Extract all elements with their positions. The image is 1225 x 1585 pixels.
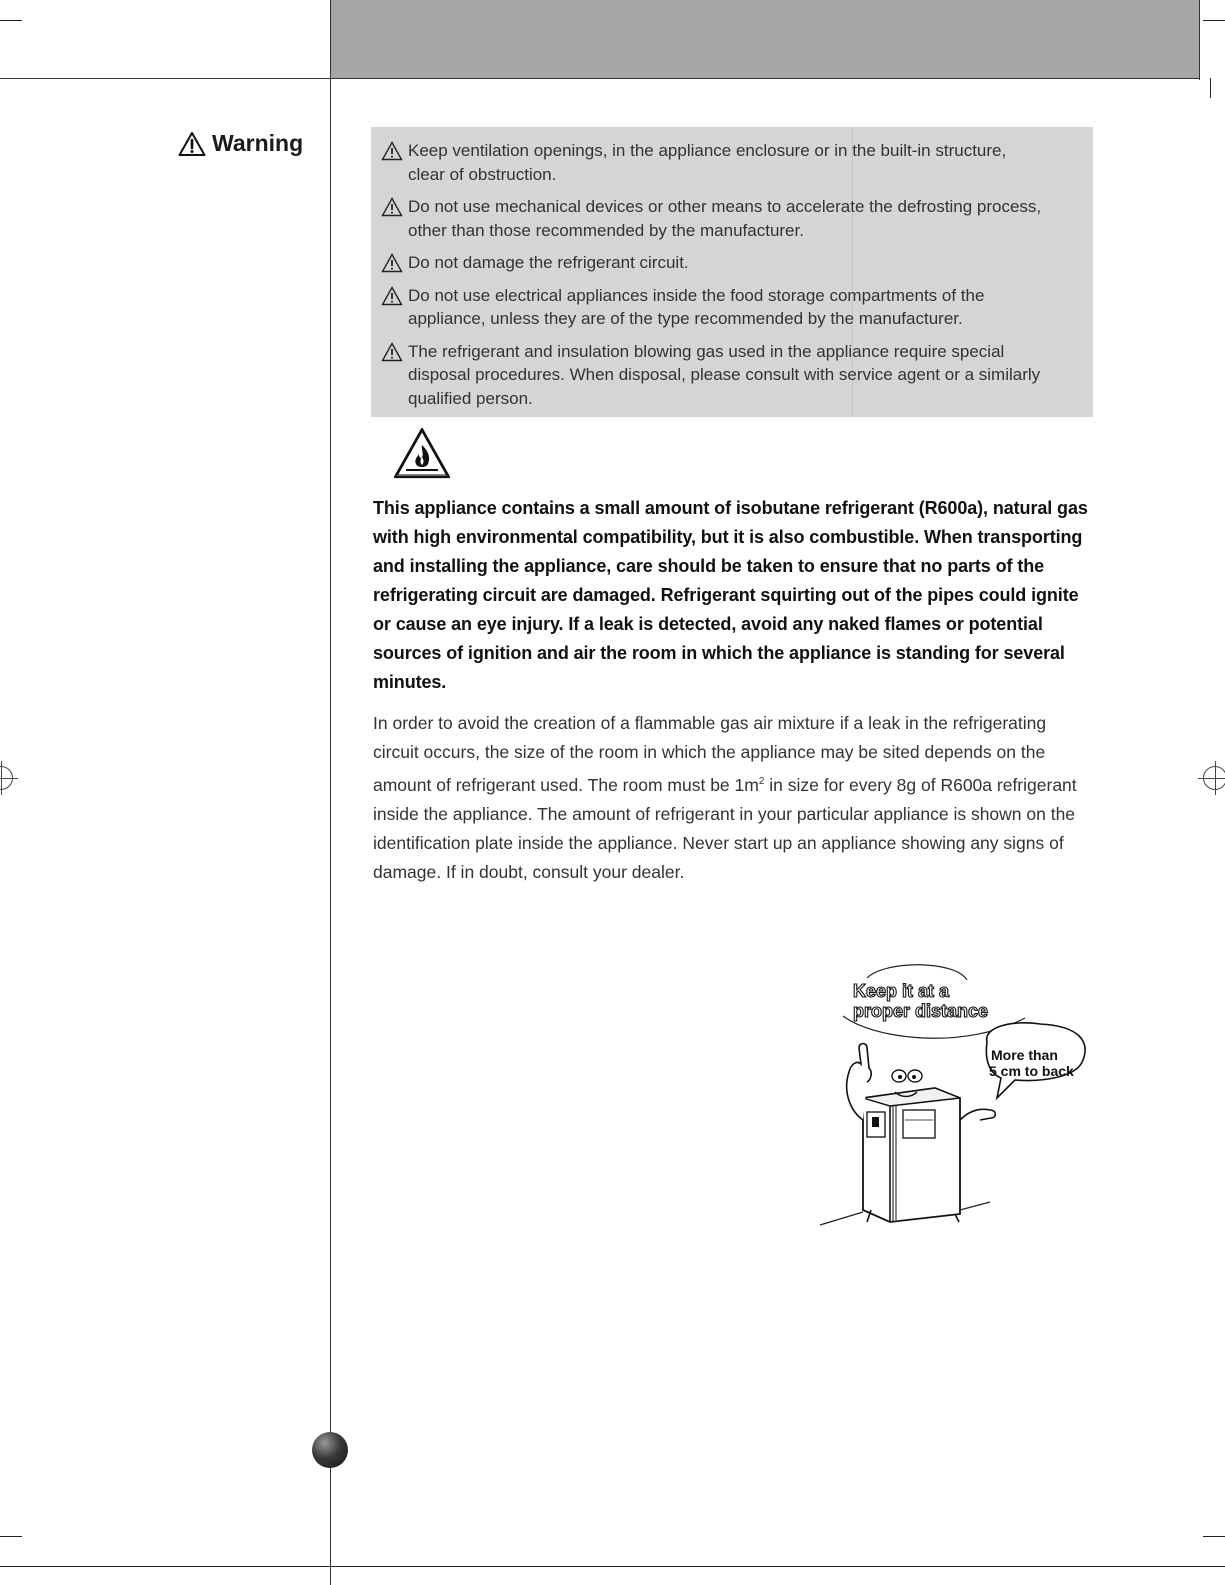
warning-item <box>381 139 1081 186</box>
warning-text: clear of obstruction. <box>408 164 557 184</box>
warning-item <box>381 251 1081 275</box>
crop-mark <box>0 1536 22 1537</box>
superscript: 2 <box>758 776 765 787</box>
header-rule <box>0 78 1199 79</box>
flammable-warning-icon <box>393 427 451 479</box>
notice-text: In order to avoid the creation of a flammable gas air mixture if a leak in the refrigerating circuit occurs, the size of the room in which the appliance may be sited depends on the amount of refrigerant used. The room must be 1m <box>373 713 1047 795</box>
bubble-line1: More than <box>991 1047 1058 1063</box>
header-band <box>331 0 1199 78</box>
warning-text: The refrigerant and insulation blowing gas used in the appliance require special <box>408 341 1005 361</box>
warning-triangle-icon <box>381 141 403 161</box>
warning-triangle-icon <box>381 253 403 273</box>
warning-text: qualified person. <box>408 388 533 408</box>
page-marker <box>312 1432 348 1468</box>
fridge-distance-illustration <box>815 960 1105 1230</box>
margin-rule <box>330 0 331 1585</box>
warning-text: Do not use electrical appliances inside the food storage compartments of the <box>408 285 985 305</box>
warning-triangle-icon <box>381 286 403 306</box>
crop-mark <box>1210 78 1211 98</box>
warning-item <box>381 284 1081 331</box>
warning-triangle-icon <box>178 131 206 157</box>
warning-item <box>381 195 1081 242</box>
section-title <box>178 130 303 157</box>
warning-text: appliance, unless they are of the type recommended by the manufacturer. <box>408 309 963 328</box>
illustration-heading-line1: Keep it at a <box>853 981 950 1001</box>
warning-text: other than those recommended by the manufacturer. <box>408 220 804 240</box>
warning-text: disposal procedures. When disposal, please consult with service agent or a similarly <box>408 365 1041 384</box>
footer-rule <box>0 1566 1225 1567</box>
registration-mark <box>0 766 13 790</box>
flammable-notice: This appliance contains a small amount of isobutane refrigerant (R600a), natural gas with high environmental compatibility, but it is also combustible. When transporting and installing the appliance, care should be taken to ensure that no parts of the refrigerating circuit are damaged. Refrigerant squirting out of the pipes could ignite or cause an eye injury. If a leak is detected, avoid any naked flames or potential sources of ignition and air the room in which the appliance is standing for several minutes. <box>373 498 1088 692</box>
warning-text: Keep ventilation openings, in the appliance enclosure or in the built-in structure, <box>408 141 1007 160</box>
room-size-notice <box>373 709 1093 887</box>
warning-text: Do not use mechanical devices or other means to accelerate the defrosting process, <box>408 197 1042 216</box>
bubble-line2: 5 cm to back <box>989 1063 1074 1079</box>
section-title-text: Warning <box>212 130 304 156</box>
warning-item <box>381 340 1081 411</box>
illustration-heading-line2: proper distance <box>853 1001 989 1021</box>
warning-triangle-icon <box>381 197 403 217</box>
crop-mark <box>1203 20 1225 21</box>
notice-text: in size for every 8g of R600a refrigerant inside the appliance. The amount of refrigerant in your particular appliance is shown on the identification plate inside the appliance. Never start up an appliance showing any signs of damage. If in doubt, consult your dealer. <box>373 774 1077 882</box>
crop-mark <box>0 20 22 21</box>
warning-triangle-icon <box>381 342 403 362</box>
crop-mark <box>1203 1536 1225 1537</box>
registration-mark <box>1203 766 1225 790</box>
header-edge-rule <box>1199 0 1200 80</box>
warning-list <box>381 139 1081 419</box>
warning-box <box>371 127 1093 417</box>
warning-text: Do not damage the refrigerant circuit. <box>408 253 689 272</box>
